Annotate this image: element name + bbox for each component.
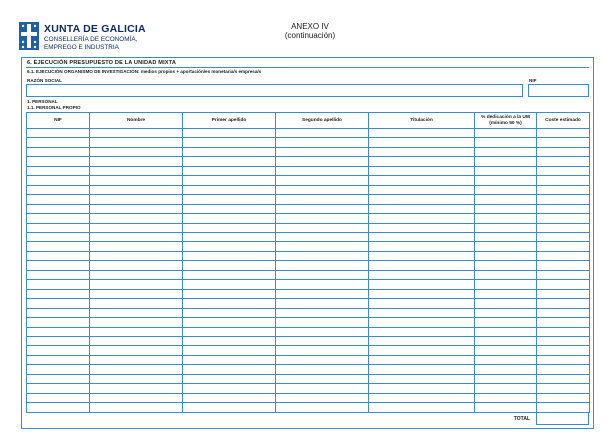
table-row bbox=[27, 346, 590, 355]
table-row bbox=[27, 384, 590, 393]
table-cell[interactable] bbox=[475, 393, 537, 402]
table-cell[interactable] bbox=[537, 176, 590, 185]
table-cell[interactable] bbox=[183, 327, 276, 336]
table-cell[interactable] bbox=[90, 299, 183, 308]
table-cell[interactable] bbox=[537, 185, 590, 194]
table-cell[interactable] bbox=[475, 223, 537, 232]
table-cell[interactable] bbox=[276, 318, 369, 327]
table-cell[interactable] bbox=[90, 327, 183, 336]
table-cell[interactable] bbox=[90, 374, 183, 383]
table-cell[interactable] bbox=[90, 129, 183, 138]
table-cell[interactable] bbox=[537, 308, 590, 317]
table-cell[interactable] bbox=[475, 280, 537, 289]
table-cell[interactable] bbox=[27, 195, 90, 204]
table-cell[interactable] bbox=[369, 327, 475, 336]
table-cell[interactable] bbox=[475, 308, 537, 317]
table-cell[interactable] bbox=[90, 308, 183, 317]
table-cell[interactable] bbox=[276, 185, 369, 194]
table-row bbox=[27, 223, 590, 232]
table-cell[interactable] bbox=[90, 204, 183, 213]
table-cell[interactable] bbox=[475, 299, 537, 308]
column-header-nif: NIF bbox=[27, 113, 90, 129]
table-cell[interactable] bbox=[276, 214, 369, 223]
table-cell[interactable] bbox=[276, 355, 369, 364]
total-cell[interactable] bbox=[536, 413, 589, 425]
table-cell[interactable] bbox=[537, 384, 590, 393]
table-cell[interactable] bbox=[183, 223, 276, 232]
table-cell[interactable] bbox=[276, 336, 369, 345]
table-cell[interactable] bbox=[27, 204, 90, 213]
table-cell[interactable] bbox=[183, 384, 276, 393]
table-cell[interactable] bbox=[475, 185, 537, 194]
table-cell[interactable] bbox=[27, 138, 90, 147]
table-cell[interactable] bbox=[537, 280, 590, 289]
table-cell[interactable] bbox=[369, 223, 475, 232]
table-cell[interactable] bbox=[276, 232, 369, 241]
table-cell[interactable] bbox=[276, 251, 369, 260]
table-cell[interactable] bbox=[183, 365, 276, 374]
total-row bbox=[26, 413, 589, 425]
table-cell[interactable] bbox=[537, 251, 590, 260]
table-cell[interactable] bbox=[276, 261, 369, 270]
table-cell[interactable] bbox=[90, 280, 183, 289]
table-cell[interactable] bbox=[27, 242, 90, 251]
table-cell[interactable] bbox=[369, 374, 475, 383]
table-cell[interactable] bbox=[276, 147, 369, 156]
table-cell[interactable] bbox=[90, 289, 183, 298]
table-cell[interactable] bbox=[27, 336, 90, 345]
table-cell[interactable] bbox=[475, 346, 537, 355]
table-cell[interactable] bbox=[27, 374, 90, 383]
nif-label: NIF bbox=[529, 77, 537, 83]
table-cell[interactable] bbox=[90, 261, 183, 270]
table-cell[interactable] bbox=[183, 308, 276, 317]
table-row bbox=[27, 147, 590, 156]
table-cell[interactable] bbox=[90, 355, 183, 364]
table-cell[interactable] bbox=[475, 157, 537, 166]
table-cell[interactable] bbox=[90, 176, 183, 185]
table-cell[interactable] bbox=[183, 299, 276, 308]
table-cell[interactable] bbox=[369, 299, 475, 308]
table-cell[interactable] bbox=[90, 242, 183, 251]
table-cell[interactable] bbox=[276, 157, 369, 166]
table-cell[interactable] bbox=[276, 270, 369, 279]
table-cell[interactable] bbox=[369, 261, 475, 270]
table-cell[interactable] bbox=[90, 270, 183, 279]
table-cell[interactable] bbox=[475, 289, 537, 298]
table-cell[interactable] bbox=[183, 336, 276, 345]
table-cell[interactable] bbox=[537, 147, 590, 156]
table-cell[interactable] bbox=[27, 270, 90, 279]
table-cell[interactable] bbox=[27, 318, 90, 327]
table-cell[interactable] bbox=[276, 129, 369, 138]
table-cell[interactable] bbox=[27, 261, 90, 270]
table-cell[interactable] bbox=[369, 166, 475, 175]
table-cell[interactable] bbox=[183, 138, 276, 147]
table-cell[interactable] bbox=[369, 403, 475, 413]
table-row bbox=[27, 261, 590, 270]
table-cell[interactable] bbox=[276, 346, 369, 355]
table-cell[interactable] bbox=[90, 393, 183, 402]
table-cell[interactable] bbox=[475, 374, 537, 383]
table-cell[interactable] bbox=[369, 318, 475, 327]
table-cell[interactable] bbox=[90, 157, 183, 166]
table-row bbox=[27, 280, 590, 289]
table-cell[interactable] bbox=[537, 346, 590, 355]
table-cell[interactable] bbox=[537, 336, 590, 345]
table-cell[interactable] bbox=[475, 214, 537, 223]
table-row bbox=[27, 204, 590, 213]
table-cell[interactable] bbox=[27, 384, 90, 393]
table-cell[interactable] bbox=[27, 393, 90, 402]
table-cell[interactable] bbox=[369, 355, 475, 364]
razon-social-field[interactable] bbox=[26, 84, 523, 97]
table-cell[interactable] bbox=[475, 176, 537, 185]
table-cell[interactable] bbox=[369, 289, 475, 298]
table-cell[interactable] bbox=[183, 176, 276, 185]
table-cell[interactable] bbox=[537, 242, 590, 251]
table-cell[interactable] bbox=[369, 365, 475, 374]
table-row bbox=[27, 157, 590, 166]
table-cell[interactable] bbox=[537, 299, 590, 308]
table-cell[interactable] bbox=[475, 365, 537, 374]
table-cell[interactable] bbox=[90, 147, 183, 156]
table-cell[interactable] bbox=[27, 289, 90, 298]
table-cell[interactable] bbox=[90, 223, 183, 232]
table-cell[interactable] bbox=[537, 214, 590, 223]
table-cell[interactable] bbox=[369, 393, 475, 402]
table-cell[interactable] bbox=[183, 232, 276, 241]
table-row bbox=[27, 251, 590, 260]
table-cell[interactable] bbox=[27, 214, 90, 223]
table-cell[interactable] bbox=[183, 393, 276, 402]
table-cell[interactable] bbox=[537, 138, 590, 147]
table-header-row bbox=[27, 113, 590, 129]
personal-label: 1. PERSONAL bbox=[27, 99, 58, 104]
table-cell[interactable] bbox=[537, 261, 590, 270]
table-cell[interactable] bbox=[369, 270, 475, 279]
personal-table bbox=[26, 112, 590, 413]
table-cell[interactable] bbox=[276, 374, 369, 383]
table-cell[interactable] bbox=[537, 355, 590, 364]
table-cell[interactable] bbox=[475, 147, 537, 156]
table-cell[interactable] bbox=[537, 365, 590, 374]
table-cell[interactable] bbox=[369, 280, 475, 289]
table-cell[interactable] bbox=[27, 232, 90, 241]
table-cell[interactable] bbox=[27, 147, 90, 156]
table-cell[interactable] bbox=[369, 138, 475, 147]
table-cell[interactable] bbox=[27, 223, 90, 232]
table-row bbox=[27, 365, 590, 374]
table-cell[interactable] bbox=[369, 185, 475, 194]
table-cell[interactable] bbox=[183, 318, 276, 327]
table-cell[interactable] bbox=[183, 157, 276, 166]
logo-subtitle-line1: CONSELLERÍA DE ECONOMÍA, bbox=[44, 36, 138, 43]
column-header-primer-apellido: Primer apellido bbox=[183, 113, 276, 129]
table-row bbox=[27, 195, 590, 204]
table-row bbox=[27, 355, 590, 364]
table-cell[interactable] bbox=[537, 223, 590, 232]
table-cell[interactable] bbox=[90, 336, 183, 345]
table-row bbox=[27, 166, 590, 175]
table-row bbox=[27, 138, 590, 147]
table-cell[interactable] bbox=[369, 157, 475, 166]
table-cell[interactable] bbox=[475, 336, 537, 345]
table-cell[interactable] bbox=[475, 384, 537, 393]
annex-subtitle: (continuación) bbox=[284, 31, 336, 40]
table-cell[interactable] bbox=[276, 384, 369, 393]
table-cell[interactable] bbox=[475, 242, 537, 251]
table-cell[interactable] bbox=[183, 214, 276, 223]
table-cell[interactable] bbox=[537, 318, 590, 327]
table-cell[interactable] bbox=[183, 251, 276, 260]
table-cell[interactable] bbox=[276, 403, 369, 413]
logo-title: XUNTA DE GALICIA bbox=[44, 23, 146, 35]
table-cell[interactable] bbox=[369, 176, 475, 185]
table-row bbox=[27, 327, 590, 336]
table-cell[interactable] bbox=[183, 355, 276, 364]
table-cell[interactable] bbox=[537, 157, 590, 166]
table-row bbox=[27, 214, 590, 223]
table-cell[interactable] bbox=[276, 280, 369, 289]
table-cell[interactable] bbox=[369, 232, 475, 241]
table-cell[interactable] bbox=[537, 289, 590, 298]
table-cell[interactable] bbox=[183, 195, 276, 204]
table-cell[interactable] bbox=[183, 403, 276, 413]
table-cell[interactable] bbox=[276, 195, 369, 204]
table-cell[interactable] bbox=[27, 185, 90, 194]
table-row bbox=[27, 270, 590, 279]
table-row bbox=[27, 129, 590, 138]
table-cell[interactable] bbox=[27, 403, 90, 413]
table-cell[interactable] bbox=[537, 374, 590, 383]
section-heading: 6. EJECUCIÓN PRESUPUESTO DE LA UNIDAD MIXTA bbox=[27, 60, 177, 66]
table-cell[interactable] bbox=[90, 346, 183, 355]
table-cell[interactable] bbox=[27, 129, 90, 138]
table-cell[interactable] bbox=[183, 204, 276, 213]
table-cell[interactable] bbox=[90, 365, 183, 374]
table-cell[interactable] bbox=[475, 232, 537, 241]
table-cell[interactable] bbox=[369, 242, 475, 251]
table-cell[interactable] bbox=[369, 308, 475, 317]
table-row bbox=[27, 403, 590, 413]
logo-subtitle-line2: EMPREGO E INDUSTRIA bbox=[44, 43, 119, 51]
table-cell[interactable] bbox=[27, 157, 90, 166]
table-cell[interactable] bbox=[369, 251, 475, 260]
table-cell[interactable] bbox=[276, 176, 369, 185]
table-cell[interactable] bbox=[183, 261, 276, 270]
table-cell[interactable] bbox=[369, 336, 475, 345]
table-row bbox=[27, 299, 590, 308]
table-row bbox=[27, 374, 590, 383]
table-cell[interactable] bbox=[276, 327, 369, 336]
table-cell[interactable] bbox=[369, 147, 475, 156]
table-cell[interactable] bbox=[183, 270, 276, 279]
table-cell[interactable] bbox=[475, 318, 537, 327]
table-cell[interactable] bbox=[276, 223, 369, 232]
table-cell[interactable] bbox=[369, 384, 475, 393]
table-cell[interactable] bbox=[475, 138, 537, 147]
table-cell[interactable] bbox=[276, 166, 369, 175]
annex-title: ANEXO IV bbox=[291, 22, 329, 31]
table-cell[interactable] bbox=[369, 214, 475, 223]
section-subheading: 6.1. EJECUCIÓN ORGANISMO DE INVESTIGACIÓN: medios propios + aportación/es monetaria/s empresa/s bbox=[27, 69, 262, 74]
column-header-segundo-apellido: Segundo apellido bbox=[276, 113, 369, 129]
table-cell[interactable] bbox=[27, 299, 90, 308]
table-cell[interactable] bbox=[537, 129, 590, 138]
table-row bbox=[27, 393, 590, 402]
table-cell[interactable] bbox=[90, 166, 183, 175]
table-cell[interactable] bbox=[27, 176, 90, 185]
table-row bbox=[27, 242, 590, 251]
table-row bbox=[27, 308, 590, 317]
table-cell[interactable] bbox=[90, 251, 183, 260]
table-cell[interactable] bbox=[537, 270, 590, 279]
personal-propio-label: 1.1. PERSONAL PROPIO bbox=[27, 104, 81, 110]
table-cell[interactable] bbox=[537, 166, 590, 175]
table-row bbox=[27, 185, 590, 194]
table-cell[interactable] bbox=[27, 166, 90, 175]
table-cell[interactable] bbox=[183, 166, 276, 175]
table-cell[interactable] bbox=[276, 299, 369, 308]
table-cell[interactable] bbox=[369, 346, 475, 355]
table-cell[interactable] bbox=[183, 147, 276, 156]
table-cell[interactable] bbox=[183, 185, 276, 194]
table-cell[interactable] bbox=[27, 365, 90, 374]
column-header-nombre: Nombre bbox=[90, 113, 183, 129]
table-cell[interactable] bbox=[183, 280, 276, 289]
column-header-dedicacion: % dedicación a la UM (mínimo 50 %) bbox=[475, 113, 537, 129]
table-cell[interactable] bbox=[90, 384, 183, 393]
table-cell[interactable] bbox=[27, 327, 90, 336]
table-cell[interactable] bbox=[475, 355, 537, 364]
table-cell[interactable] bbox=[537, 232, 590, 241]
table-row bbox=[27, 289, 590, 298]
table-cell[interactable] bbox=[276, 138, 369, 147]
table-cell[interactable] bbox=[537, 204, 590, 213]
table-cell[interactable] bbox=[90, 195, 183, 204]
table-cell[interactable] bbox=[475, 129, 537, 138]
table-cell[interactable] bbox=[27, 251, 90, 260]
table-cell[interactable] bbox=[475, 204, 537, 213]
column-header-titulacion: Titulación bbox=[369, 113, 475, 129]
total-label: TOTAL bbox=[513, 416, 530, 422]
table-row bbox=[27, 336, 590, 345]
table-row bbox=[27, 232, 590, 241]
table-cell[interactable] bbox=[537, 393, 590, 402]
table-cell[interactable] bbox=[27, 346, 90, 355]
table-cell[interactable] bbox=[90, 214, 183, 223]
table-cell[interactable] bbox=[90, 138, 183, 147]
nif-field[interactable] bbox=[528, 84, 589, 97]
table-cell[interactable] bbox=[475, 261, 537, 270]
table-cell[interactable] bbox=[475, 166, 537, 175]
table-cell[interactable] bbox=[90, 185, 183, 194]
table-cell[interactable] bbox=[276, 204, 369, 213]
table-cell[interactable] bbox=[537, 195, 590, 204]
table-cell[interactable] bbox=[276, 242, 369, 251]
table-cell[interactable] bbox=[27, 280, 90, 289]
table-cell[interactable] bbox=[475, 270, 537, 279]
table-cell[interactable] bbox=[90, 318, 183, 327]
table-row bbox=[27, 318, 590, 327]
section-divider bbox=[26, 67, 589, 68]
column-header-coste: Coste estimado bbox=[537, 113, 590, 129]
xunta-emblem-icon bbox=[19, 22, 39, 50]
table-cell[interactable] bbox=[183, 289, 276, 298]
table-cell[interactable] bbox=[369, 129, 475, 138]
table-cell[interactable] bbox=[27, 355, 90, 364]
razon-social-label: RAZÓN SOCIAL bbox=[27, 77, 62, 83]
table-cell[interactable] bbox=[276, 393, 369, 402]
table-cell[interactable] bbox=[276, 308, 369, 317]
table-cell[interactable] bbox=[183, 242, 276, 251]
table-cell[interactable] bbox=[475, 251, 537, 260]
table-cell[interactable] bbox=[537, 327, 590, 336]
table-row bbox=[27, 176, 590, 185]
table-cell[interactable] bbox=[475, 403, 537, 413]
table-cell[interactable] bbox=[369, 204, 475, 213]
table-cell[interactable] bbox=[90, 403, 183, 413]
table-cell[interactable] bbox=[90, 232, 183, 241]
table-cell[interactable] bbox=[369, 195, 475, 204]
table-cell[interactable] bbox=[276, 365, 369, 374]
table-cell[interactable] bbox=[183, 374, 276, 383]
table-cell[interactable] bbox=[27, 308, 90, 317]
table-cell[interactable] bbox=[183, 129, 276, 138]
table-cell[interactable] bbox=[475, 327, 537, 336]
table-cell[interactable] bbox=[475, 195, 537, 204]
table-cell[interactable] bbox=[183, 346, 276, 355]
table-cell[interactable] bbox=[537, 403, 590, 413]
table-cell[interactable] bbox=[276, 289, 369, 298]
